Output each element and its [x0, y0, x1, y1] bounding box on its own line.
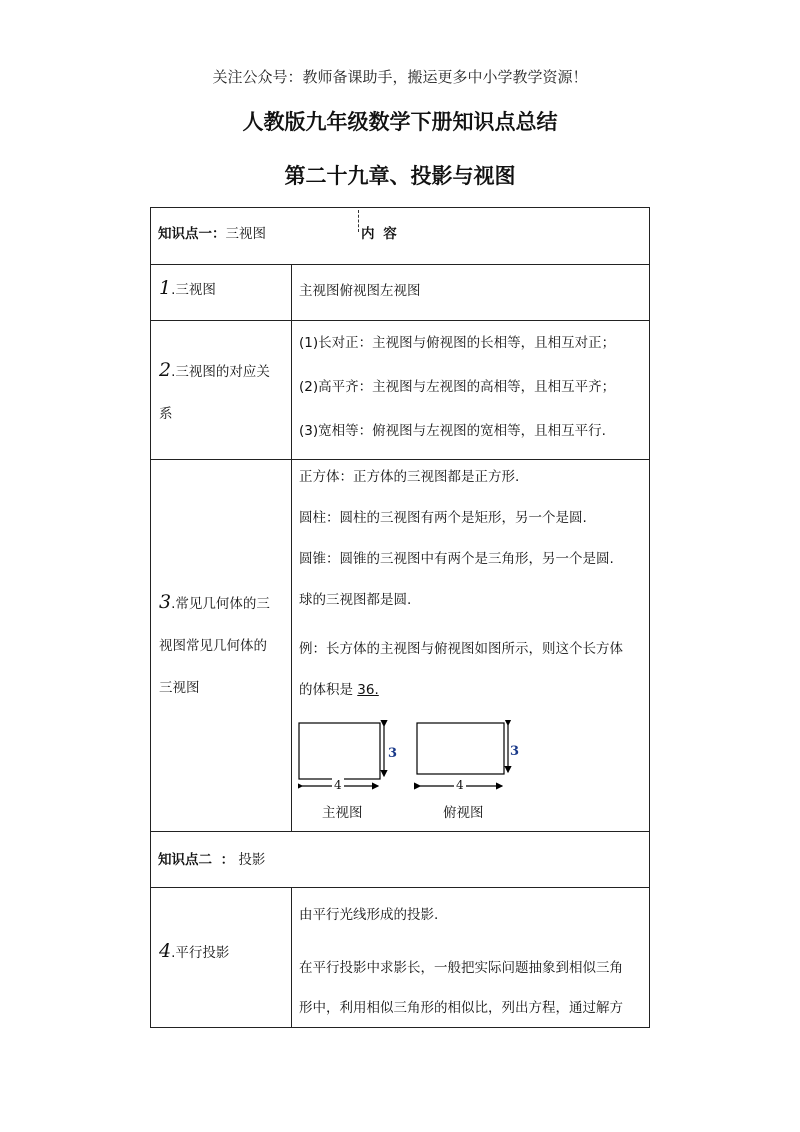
content-line: 圆锥：圆锥的三视图中有两个是三角形，另一个是圆.: [299, 551, 614, 567]
row-label-2: 2.三视图的对应关 系: [159, 359, 270, 422]
content-line: 形中，利用相似三角形的相似比，列出方程，通过解方: [299, 1000, 623, 1016]
knowledge-table: [150, 207, 650, 1028]
row-content-3: [292, 460, 648, 832]
front-width-label: 4: [334, 778, 342, 792]
rule-line: (2)高平齐：主视图与左视图的高相等，且相互平齐；: [299, 379, 616, 395]
front-height-label: 3: [388, 746, 398, 761]
column-divider-dash: [358, 210, 359, 232]
section-label-2: 知识点二 ： 投影: [158, 852, 266, 868]
top-width-label: 4: [456, 778, 464, 792]
table-row-4: [151, 888, 649, 1027]
row-content-4: [292, 888, 648, 1027]
top-height-label: 3: [510, 744, 520, 759]
top-view-caption: 俯视图: [443, 805, 484, 821]
content-line: 的体积是 36.: [299, 682, 379, 698]
document-title: 人教版九年级数学下册知识点总结: [242, 110, 558, 134]
content-line: 例：长方体的主视图与俯视图如图所示，则这个长方体: [299, 641, 623, 657]
front-view-diagram: [299, 723, 384, 786]
chapter-title: 第二十九章、投影与视图: [284, 164, 516, 188]
row-content-2: [292, 321, 648, 460]
table-row-1: [151, 265, 649, 321]
section-header-row-1: [151, 208, 649, 265]
row-label-4: 4.平行投影: [159, 940, 230, 962]
answer-blank: 36.: [357, 682, 379, 698]
content-line: 圆柱：圆柱的三视图有两个是矩形，另一个是圆.: [299, 510, 587, 526]
row-label-1: 1.三视图: [159, 277, 216, 299]
content-header: 内 容: [361, 226, 399, 242]
section-header-row-2: [151, 832, 649, 888]
rule-line: (1)长对正：主视图与俯视图的长相等，且相互对正；: [299, 335, 616, 351]
row-content-1: 主视图俯视图左视图: [299, 283, 421, 299]
top-view-diagram: [417, 723, 508, 786]
content-line: 由平行光线形成的投影.: [299, 907, 439, 923]
table-row-2: [151, 321, 649, 460]
front-view-caption: 主视图: [322, 805, 363, 821]
table-row-3: [151, 460, 649, 832]
rule-line: (3)宽相等：俯视图与左视图的宽相等，且相互平行.: [299, 423, 606, 439]
content-line: 在平行投影中求影长，一般把实际问题抽象到相似三角: [299, 960, 623, 976]
section-label-1: 知识点一：三视图: [158, 226, 266, 242]
header-notice: 关注公众号：教师备课助手，搬运更多中小学教学资源！: [212, 68, 588, 86]
content-line: 球的三视图都是圆.: [299, 592, 412, 608]
row-label-3: 3.常见几何体的三 视图常见几何体的 三视图: [159, 591, 270, 696]
content-line: 正方体：正方体的三视图都是正方形.: [299, 469, 520, 485]
